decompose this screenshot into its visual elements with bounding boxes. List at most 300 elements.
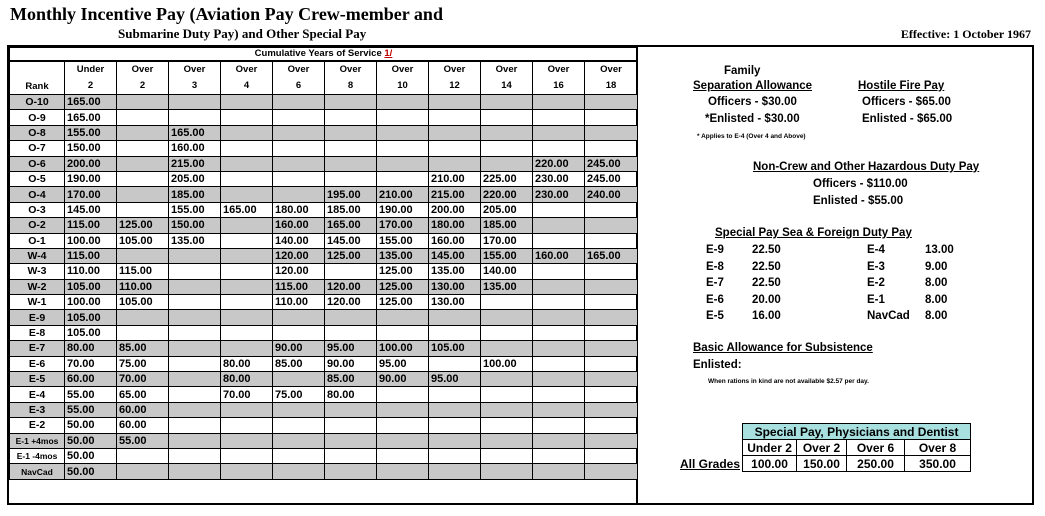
pay-cell	[533, 464, 585, 479]
pay-cell	[169, 356, 221, 371]
pay-cell: 160.00	[169, 141, 221, 156]
pay-cell	[429, 402, 481, 417]
pay-cell: 210.00	[377, 187, 429, 202]
pay-cell: 135.00	[377, 248, 429, 263]
pay-cell	[377, 141, 429, 156]
sea-duty-amount: 16.00	[752, 310, 781, 322]
pay-cell: 165.00	[169, 125, 221, 140]
table-row	[10, 448, 638, 463]
pay-cell: 185.00	[169, 187, 221, 202]
pay-cell	[169, 310, 221, 325]
separation-allowance-title: Separation Allowance	[693, 80, 813, 92]
column-header	[429, 61, 481, 95]
sea-duty-amount: 9.00	[925, 260, 948, 273]
pay-cell	[429, 95, 481, 110]
column-header-line: 8	[347, 80, 354, 92]
pay-cell: 110.00	[65, 264, 117, 279]
pay-cell	[169, 341, 221, 356]
sea-duty-grade: E-4	[867, 244, 885, 256]
pay-cell	[273, 95, 325, 110]
table-row	[10, 387, 638, 402]
pay-cell: 55.00	[65, 402, 117, 417]
pay-cell	[221, 248, 273, 263]
column-header	[169, 61, 221, 95]
pay-cell	[481, 156, 533, 171]
sea-duty-grade: E-8	[706, 260, 724, 273]
pay-cell: 230.00	[533, 187, 585, 202]
pay-cell	[221, 402, 273, 417]
column-header-line: 3	[191, 80, 198, 92]
pay-cell	[325, 310, 377, 325]
pay-cell: 245.00	[585, 156, 638, 171]
rank-cell: W-3	[10, 264, 65, 279]
pay-cell: 75.00	[273, 387, 325, 402]
sea-duty-amount: 8.00	[925, 277, 948, 289]
pay-cell: 60.00	[65, 372, 117, 387]
pay-cell	[325, 171, 377, 186]
pay-cell	[221, 464, 273, 479]
table-row	[10, 156, 638, 171]
pay-cell: 70.00	[65, 356, 117, 371]
rank-cell: O-1	[10, 233, 65, 248]
column-header-line: Over	[443, 64, 466, 76]
column-header-line: Over	[495, 64, 518, 76]
pay-cell	[585, 448, 638, 463]
pay-cell	[273, 110, 325, 125]
pay-cell	[377, 464, 429, 479]
rank-cell: W-2	[10, 279, 65, 294]
pay-cell: 50.00	[65, 448, 117, 463]
pay-cell: 75.00	[117, 356, 169, 371]
pay-cell	[221, 448, 273, 463]
rank-cell: E-4	[10, 387, 65, 402]
noncrew-enlisted: Enlisted - $55.00	[813, 195, 904, 207]
incentive-pay-table	[9, 47, 638, 480]
physicians-title: Special Pay, Physicians and Dentist	[743, 424, 971, 440]
pay-cell: 190.00	[377, 202, 429, 217]
pay-cell	[169, 402, 221, 417]
pay-cell	[533, 110, 585, 125]
pay-cell	[481, 310, 533, 325]
physicians-header: Over 8	[905, 440, 971, 456]
pay-cell: 105.00	[65, 279, 117, 294]
pay-cell	[481, 141, 533, 156]
table-row	[10, 248, 638, 263]
rank-cell: E-8	[10, 325, 65, 340]
pay-cell	[585, 233, 638, 248]
table-row	[10, 325, 638, 340]
pay-cell	[221, 171, 273, 186]
column-header-line: Over	[183, 64, 206, 76]
bas-enlisted: Enlisted:	[693, 359, 742, 371]
pay-cell: 130.00	[429, 295, 481, 310]
pay-cell: 170.00	[377, 218, 429, 233]
pay-cell	[117, 141, 169, 156]
sea-duty-grade: E-1	[867, 293, 885, 306]
pay-cell	[377, 156, 429, 171]
pay-cell	[377, 448, 429, 463]
pay-cell: 100.00	[481, 356, 533, 371]
column-header-line: Over	[339, 64, 362, 76]
table-row	[10, 310, 638, 325]
table-row	[10, 264, 638, 279]
hostile-enlisted: Enlisted - $65.00	[862, 113, 953, 125]
bas-title: Basic Allowance for Subsistence	[693, 342, 873, 354]
noncrew-title: Non-Crew and Other Hazardous Duty Pay	[753, 161, 980, 173]
pay-cell	[273, 187, 325, 202]
pay-cell: 180.00	[273, 202, 325, 217]
pay-cell	[377, 387, 429, 402]
pay-cell	[325, 418, 377, 433]
pay-cell: 95.00	[429, 372, 481, 387]
separation-enlisted: *Enlisted - $30.00	[705, 113, 800, 125]
column-header-line: Over	[235, 64, 258, 76]
pay-cell	[585, 218, 638, 233]
pay-cell	[169, 110, 221, 125]
pay-cell: 165.00	[585, 248, 638, 263]
pay-cell	[533, 279, 585, 294]
pay-cell: 120.00	[273, 248, 325, 263]
pay-cell: 50.00	[65, 433, 117, 448]
pay-cell	[481, 110, 533, 125]
pay-cell: 50.00	[65, 464, 117, 479]
pay-cell: 85.00	[117, 341, 169, 356]
pay-cell	[481, 448, 533, 463]
rank-cell: O-8	[10, 125, 65, 140]
pay-cell: 130.00	[429, 279, 481, 294]
rank-cell: E-9	[10, 310, 65, 325]
pay-cell	[533, 218, 585, 233]
pay-cell	[325, 125, 377, 140]
pay-cell: 165.00	[65, 110, 117, 125]
table-row	[10, 110, 638, 125]
pay-cell	[169, 279, 221, 294]
pay-cell	[221, 141, 273, 156]
pay-cell: 230.00	[533, 171, 585, 186]
pay-cell	[585, 125, 638, 140]
pay-cell: 120.00	[273, 264, 325, 279]
pay-cell	[221, 187, 273, 202]
pay-cell: 205.00	[481, 202, 533, 217]
pay-cell	[117, 125, 169, 140]
pay-cell	[585, 110, 638, 125]
cumulative-years-header	[10, 48, 638, 61]
pay-cell: 220.00	[533, 156, 585, 171]
column-header-line: 12	[449, 80, 460, 92]
pay-cell: 115.00	[65, 248, 117, 263]
pay-cell: 100.00	[65, 233, 117, 248]
table-row	[10, 171, 638, 186]
pay-cell: 240.00	[585, 187, 638, 202]
pay-cell	[585, 264, 638, 279]
pay-cell: 185.00	[481, 218, 533, 233]
pay-cell	[481, 125, 533, 140]
table-row	[10, 218, 638, 233]
hostile-fire-title: Hostile Fire Pay	[858, 80, 945, 92]
pay-cell: 135.00	[481, 279, 533, 294]
column-header	[325, 61, 377, 95]
pay-cell: 115.00	[117, 264, 169, 279]
pay-cell	[377, 433, 429, 448]
pay-cell: 80.00	[65, 341, 117, 356]
pay-cell	[585, 202, 638, 217]
pay-cell	[585, 95, 638, 110]
pay-cell: 160.00	[273, 218, 325, 233]
pay-cell: 195.00	[325, 187, 377, 202]
column-header-line: 6	[295, 80, 302, 92]
pay-cell	[221, 233, 273, 248]
rank-header: Rank	[10, 61, 65, 95]
effective-date: Effective: 1 October 1967	[900, 27, 1031, 41]
rank-cell: E-6	[10, 356, 65, 371]
column-header-line: Over	[600, 64, 622, 76]
pay-cell	[169, 264, 221, 279]
pay-cell: 65.00	[117, 387, 169, 402]
pay-cell: 170.00	[481, 233, 533, 248]
sea-duty-amount: 22.50	[752, 260, 781, 273]
pay-cell	[429, 387, 481, 402]
pay-cell: 160.00	[429, 233, 481, 248]
pay-cell: 190.00	[65, 171, 117, 186]
pay-cell	[533, 341, 585, 356]
pay-cell	[377, 418, 429, 433]
pay-cell: 110.00	[273, 295, 325, 310]
pay-cell: 125.00	[377, 264, 429, 279]
pay-cell	[273, 448, 325, 463]
pay-cell	[273, 156, 325, 171]
rank-cell: NavCad	[10, 464, 65, 479]
table-row	[10, 125, 638, 140]
pay-cell	[273, 464, 325, 479]
noncrew-officers: Officers - $110.00	[813, 178, 908, 190]
table-row	[10, 433, 638, 448]
pay-cell	[585, 418, 638, 433]
pay-cell: 150.00	[65, 141, 117, 156]
pay-cell: 110.00	[117, 279, 169, 294]
family-label: Family	[724, 65, 761, 77]
column-header	[377, 61, 429, 95]
pay-cell	[377, 310, 429, 325]
pay-cell	[273, 310, 325, 325]
pay-cell	[169, 372, 221, 387]
rank-cell: O-9	[10, 110, 65, 125]
pay-cell	[585, 464, 638, 479]
pay-cell	[221, 218, 273, 233]
hostile-officers: Officers - $65.00	[862, 96, 951, 108]
pay-cell: 60.00	[117, 418, 169, 433]
physicians-header: Over 6	[847, 440, 905, 456]
pay-cell: 80.00	[221, 356, 273, 371]
pay-cell	[585, 356, 638, 371]
pay-cell: 70.00	[221, 387, 273, 402]
table-row	[10, 202, 638, 217]
column-header-line: Over	[287, 64, 310, 76]
pay-cell: 55.00	[65, 387, 117, 402]
pay-cell	[533, 295, 585, 310]
sea-duty-grade: E-9	[706, 244, 724, 256]
pay-cell	[533, 202, 585, 217]
pay-cell: 120.00	[325, 295, 377, 310]
pay-cell: 160.00	[533, 248, 585, 263]
pay-cell	[585, 279, 638, 294]
pay-cell	[533, 310, 585, 325]
pay-cell	[585, 325, 638, 340]
pay-cell	[377, 325, 429, 340]
pay-cell	[429, 433, 481, 448]
table-row	[10, 464, 638, 479]
column-header	[481, 61, 533, 95]
pay-cell: 60.00	[117, 402, 169, 417]
pay-cell: 180.00	[429, 218, 481, 233]
cumulative-label: Cumulative Years of Service	[254, 48, 385, 60]
sea-duty-amount: 20.00	[752, 293, 781, 306]
pay-cell	[325, 448, 377, 463]
sea-duty-grade: E-2	[867, 277, 885, 289]
sea-duty-grade: E-6	[706, 293, 724, 306]
pay-cell	[429, 156, 481, 171]
sea-duty-amount: 8.00	[925, 310, 948, 322]
column-header	[221, 61, 273, 95]
pay-cell	[117, 248, 169, 263]
table-row	[10, 402, 638, 417]
pay-cell	[221, 279, 273, 294]
rank-cell: W-1	[10, 295, 65, 310]
pay-cell	[585, 402, 638, 417]
pay-cell: 215.00	[429, 187, 481, 202]
pay-cell	[221, 325, 273, 340]
pay-cell	[429, 464, 481, 479]
pay-cell	[169, 295, 221, 310]
column-header-line: 2	[87, 80, 94, 92]
rank-cell: E-1 +4mos	[10, 433, 65, 448]
physicians-value: 150.00	[797, 456, 847, 472]
pay-cell	[221, 418, 273, 433]
pay-cell: 120.00	[325, 279, 377, 294]
pay-cell: 95.00	[377, 356, 429, 371]
pay-cell	[481, 372, 533, 387]
rank-cell: O-7	[10, 141, 65, 156]
pay-cell	[169, 418, 221, 433]
pay-cell: 90.00	[273, 341, 325, 356]
column-header-line: 18	[605, 80, 617, 92]
pay-cell: 165.00	[221, 202, 273, 217]
pay-table-body	[10, 95, 638, 480]
pay-cell	[325, 464, 377, 479]
column-header-line: Over	[391, 64, 414, 76]
pay-cell	[221, 341, 273, 356]
pay-cell	[273, 141, 325, 156]
pay-cell	[533, 233, 585, 248]
pay-cell: 50.00	[65, 418, 117, 433]
pay-cell	[533, 433, 585, 448]
pay-cell: 145.00	[65, 202, 117, 217]
column-header	[117, 61, 169, 95]
sea-duty-grade: E-3	[867, 260, 885, 273]
pay-cell	[585, 341, 638, 356]
pay-cell	[221, 95, 273, 110]
pay-cell	[117, 187, 169, 202]
table-row	[10, 233, 638, 248]
pay-cell: 155.00	[481, 248, 533, 263]
pay-cell	[585, 310, 638, 325]
pay-cell: 165.00	[325, 218, 377, 233]
pay-cell	[429, 125, 481, 140]
pay-cell: 215.00	[169, 156, 221, 171]
pay-cell	[169, 248, 221, 263]
pay-cell: 115.00	[273, 279, 325, 294]
rank-cell: E-5	[10, 372, 65, 387]
table-row	[10, 95, 638, 110]
pay-cell	[533, 125, 585, 140]
pay-cell: 155.00	[65, 125, 117, 140]
table-row	[10, 372, 638, 387]
pay-cell: 140.00	[273, 233, 325, 248]
pay-cell	[429, 356, 481, 371]
pay-cell: 135.00	[429, 264, 481, 279]
pay-cell: 85.00	[325, 372, 377, 387]
pay-cell	[325, 156, 377, 171]
rank-cell: O-6	[10, 156, 65, 171]
physicians-value: 250.00	[847, 456, 905, 472]
pay-cell	[169, 464, 221, 479]
pay-cell	[481, 464, 533, 479]
rank-cell: O-10	[10, 95, 65, 110]
pay-cell	[533, 95, 585, 110]
pay-cell	[585, 141, 638, 156]
pay-cell: 125.00	[325, 248, 377, 263]
pay-cell: 210.00	[429, 171, 481, 186]
table-row	[10, 341, 638, 356]
pay-cell: 140.00	[481, 264, 533, 279]
pay-cell: 80.00	[221, 372, 273, 387]
pay-cell: 200.00	[65, 156, 117, 171]
pay-cell: 105.00	[117, 233, 169, 248]
pay-cell	[325, 141, 377, 156]
footnote-marker: 1/	[384, 48, 393, 60]
page-title: Monthly Incentive Pay (Aviation Pay Crew-member and	[10, 4, 443, 24]
pay-cell	[221, 433, 273, 448]
column-header	[585, 61, 638, 95]
pay-cell	[273, 418, 325, 433]
rank-cell: E-3	[10, 402, 65, 417]
pay-cell	[585, 372, 638, 387]
pay-cell	[325, 264, 377, 279]
pay-cell	[533, 418, 585, 433]
physicians-value: 100.00	[743, 456, 797, 472]
pay-cell	[533, 356, 585, 371]
table-row	[10, 418, 638, 433]
column-header-line: Over	[547, 64, 570, 76]
pay-cell: 145.00	[429, 248, 481, 263]
rank-cell: O-4	[10, 187, 65, 202]
rank-cell: E-1 -4mos	[10, 448, 65, 463]
pay-cell	[325, 95, 377, 110]
pay-cell	[221, 110, 273, 125]
column-header-line: Under	[76, 64, 105, 76]
pay-cell	[117, 156, 169, 171]
pay-cell	[169, 433, 221, 448]
column-header	[65, 61, 117, 95]
pay-cell	[481, 325, 533, 340]
pay-cell: 170.00	[65, 187, 117, 202]
pay-cell: 55.00	[117, 433, 169, 448]
pay-cell	[533, 141, 585, 156]
pay-cell	[533, 372, 585, 387]
pay-cell	[221, 125, 273, 140]
pay-cell: 165.00	[65, 95, 117, 110]
column-header	[533, 61, 585, 95]
rank-cell: O-5	[10, 171, 65, 186]
